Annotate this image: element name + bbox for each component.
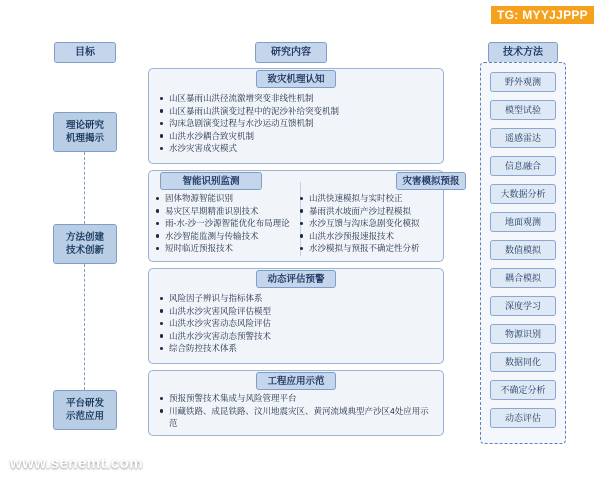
list-item: 山洪水沙预报速报技术 (300, 230, 446, 243)
panel-list-intelligent-identification (156, 192, 304, 255)
list-item: 山洪快速模拟与实时校正 (300, 192, 446, 205)
method-item-big-data-analysis[interactable]: 大数据分析 (490, 184, 556, 204)
list-item: 水沙模拟与预报不确定性分析 (300, 242, 446, 255)
list-item: 暴雨洪水坡面产沙过程模拟 (300, 205, 446, 218)
method-item-ground-observation[interactable]: 地面观测 (490, 212, 556, 232)
list-item: 水沙智能监测与传输技术 (156, 230, 304, 243)
method-item-information-fusion[interactable]: 信息融合 (490, 156, 556, 176)
panel-list-dynamic-assessment (160, 292, 440, 355)
list-item: 山洪水沙灾害风险评估模型 (160, 305, 440, 318)
panel-title-dynamic-assessment: 动态评估预警 (256, 270, 336, 288)
list-item: 固体物源智能识别 (156, 192, 304, 205)
list-item: 山洪水沙灾害动态风险评估 (160, 317, 440, 330)
goal-box-theory (53, 112, 117, 152)
list-item: 综合防控技术体系 (160, 342, 440, 355)
panel-list-engineering-demo (160, 392, 436, 430)
column-header-goal: 目标 (54, 42, 116, 63)
list-item: 预报预警技术集成与风险管理平台 (160, 392, 436, 405)
goal-box-platform-line2: 示范应用 (65, 411, 104, 422)
column-header-content: 研究内容 (255, 42, 327, 63)
panel-title-disaster-mechanism: 致灾机理认知 (256, 70, 336, 88)
goal-box-method-line2: 技术创新 (65, 245, 104, 256)
column-header-method: 技术方法 (488, 42, 558, 63)
goal-box-method (53, 224, 117, 264)
site-watermark: www.senemt.com (10, 455, 144, 472)
connector-goal2-goal3 (84, 264, 86, 390)
list-item: 易灾区早期精准识别技术 (156, 205, 304, 218)
method-item-dynamic-assessment[interactable]: 动态评估 (490, 408, 556, 428)
list-item: 川藏铁路、成昆铁路、汶川地震灾区、黄河流域典型产沙区4处应用示范 (160, 405, 436, 430)
list-item: 水沙互馈与沟床急剧变化模拟 (300, 217, 446, 230)
list-item: 山区暴雨山洪径流激增突变非线性机制 (160, 92, 440, 105)
method-item-remote-sensing-radar[interactable]: 遥感雷达 (490, 128, 556, 148)
panel-title-engineering-demo: 工程应用示范 (256, 372, 336, 390)
method-item-deep-learning[interactable]: 深度学习 (490, 296, 556, 316)
method-item-source-identification[interactable]: 物源识别 (490, 324, 556, 344)
method-item-field-observation[interactable]: 野外观测 (490, 72, 556, 92)
list-item: 山洪水沙灾害动态预警技术 (160, 330, 440, 343)
list-item: 沟床急剧演变过程与水沙运动互馈机制 (160, 117, 440, 130)
goal-box-theory-line2: 机理揭示 (65, 133, 104, 144)
panel-title-intelligent-identification: 智能识别监测 (160, 172, 262, 190)
method-item-numerical-simulation[interactable]: 数值模拟 (490, 240, 556, 260)
method-item-coupled-simulation[interactable]: 耦合模拟 (490, 268, 556, 288)
goal-box-theory-line1: 理论研究 (65, 120, 104, 131)
list-item: 山洪水沙耦合致灾机制 (160, 130, 440, 143)
panel-list-disaster-forecast (300, 192, 446, 255)
list-item: 水沙灾害成灾模式 (160, 142, 440, 155)
panel-list-disaster-mechanism (160, 92, 440, 155)
tg-watermark-badge: TG: MYYJJPPP (491, 6, 594, 24)
goal-box-platform (53, 390, 117, 430)
list-item: 短时临近预报技术 (156, 242, 304, 255)
goal-box-platform-line1: 平台研发 (65, 398, 104, 409)
connector-goal1-goal2 (84, 152, 86, 224)
list-item: 雨-水-沙一沙源智能优化布局理论 (156, 217, 304, 230)
goal-box-method-line1: 方法创建 (65, 232, 104, 243)
method-item-model-experiment[interactable]: 模型试验 (490, 100, 556, 120)
panel-title-disaster-forecast: 灾害模拟预报 (396, 172, 466, 190)
list-item: 风险因子辨识与指标体系 (160, 292, 440, 305)
list-item: 山区暴雨山洪演变过程中的泥沙补给突变机制 (160, 105, 440, 118)
method-item-uncertainty-analysis[interactable]: 不确定分析 (490, 380, 556, 400)
method-item-data-assimilation[interactable]: 数据同化 (490, 352, 556, 372)
